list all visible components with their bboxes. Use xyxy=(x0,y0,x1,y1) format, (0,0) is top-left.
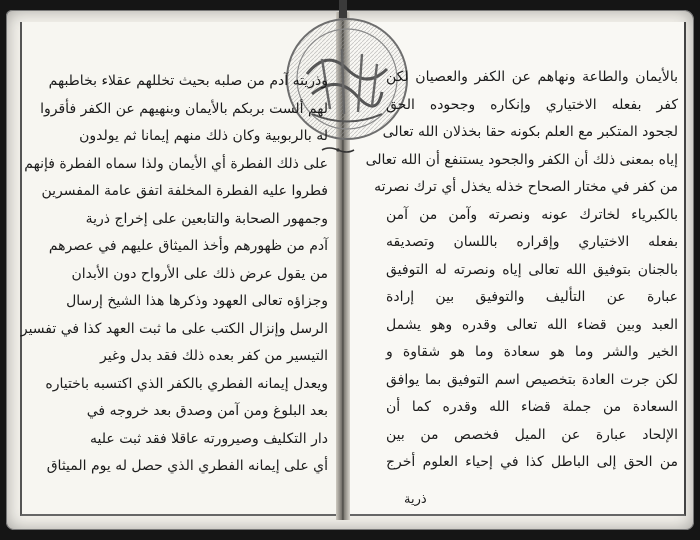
text-line: بفعله الاختياري وإقراره باللسان وتصديقه xyxy=(386,234,678,250)
right-page-text xyxy=(365,64,678,477)
text-line: له بالربوبية وكان ذلك منهم إيمانا ثم يولدون xyxy=(79,128,328,144)
text-line: بالكبرياء لخاترك عونه ونصرته وآمن من آمن xyxy=(386,206,678,223)
text-line: آدم من ظهورهم وأخذ الميثاق عليهم في عصرهم xyxy=(48,238,328,254)
text-line: بالأيمان والطاعة ونهاهم عن الكفر والعصيان لكن xyxy=(386,69,678,85)
text-line: عبارة عن التأليف والتوفيق بين إرادة xyxy=(386,289,678,305)
text-line: من يقول عرض ذلك على الأرواح دون الأبدان xyxy=(71,265,328,282)
text-line: على ذلك الفطرة أي الأيمان ولذا سماه الفطرة فإنهم xyxy=(24,155,328,172)
text-line: وجمهور الصحابة والتابعين على إخراج ذرية xyxy=(85,210,328,227)
text-line: ويعدل إيمانه الفطري بالكفر الذي اكتسبه باختياره xyxy=(45,375,328,392)
text-line: أي على إيمانه الفطري الذي حصل له يوم الميثاق xyxy=(46,458,328,474)
text-line: وذريته آدم من صلبه بحيث تخللهم عقلاء بخاطبهم xyxy=(48,73,328,89)
text-line: من كفر في مختار الصحاح خذله يخذل أي ترك نصرته xyxy=(374,179,678,195)
text-line: وجزاؤه تعالى العهود وذكرها هذا الشيخ إرسال xyxy=(66,293,328,309)
text-line: كفر بفعله الاختياري وإنكاره وجحوده الحق xyxy=(386,96,678,113)
text-line: دار التكليف وصيرورته عاقلا فقد ثبت عليه xyxy=(90,430,328,447)
left-page-text xyxy=(20,68,328,481)
text-line: السعادة من جملة قضاء الله وقدره كما أن xyxy=(386,399,678,415)
text-line: لجحود المتكبر مع العلم بكونه حقا بخذلان الله تعالى xyxy=(382,124,678,140)
text-line: فطروا عليه الفطرة المخلفة اتفق عامة المفسرين xyxy=(41,183,328,199)
text-line: التيسير من كفر بعده ذلك فقد بدل وغير xyxy=(99,348,328,364)
text-line: لكن جرت العادة بتخصيص اسم التوفيق بما يوافق xyxy=(386,371,678,388)
catchword: ذرية xyxy=(404,492,427,507)
text-line: بالجنان بتوفيق الله تعالى إياه ونصرته له التوفيق xyxy=(386,261,678,278)
text-line: من الحق إلى الباطل كذا في إحياء العلوم أخرج xyxy=(386,454,678,470)
text-line: لهم ألست بربكم بالأيمان وبنهيهم عن الكفر فأقروا xyxy=(40,100,328,117)
text-line: الإلحاد عبارة عن الميل فخصص من بين xyxy=(386,426,678,443)
text-line: العبد وبين قضاء الله تعالى وقدره وهو يشمل xyxy=(386,316,678,333)
text-line: إياه بمعنى ذلك أن الكفر والجحود يستنفع أن الله تعالى xyxy=(365,151,678,168)
text-line: الرسل وإنزال الكتب على ما ثبت العهد كذا في تفسير xyxy=(20,320,328,337)
text-line: الخير والشر وما هو سعادة وما هو شقاوة و xyxy=(386,344,678,360)
text-line: بعد البلوغ ومن آمن وصدق بعد خروجه في xyxy=(86,403,328,419)
